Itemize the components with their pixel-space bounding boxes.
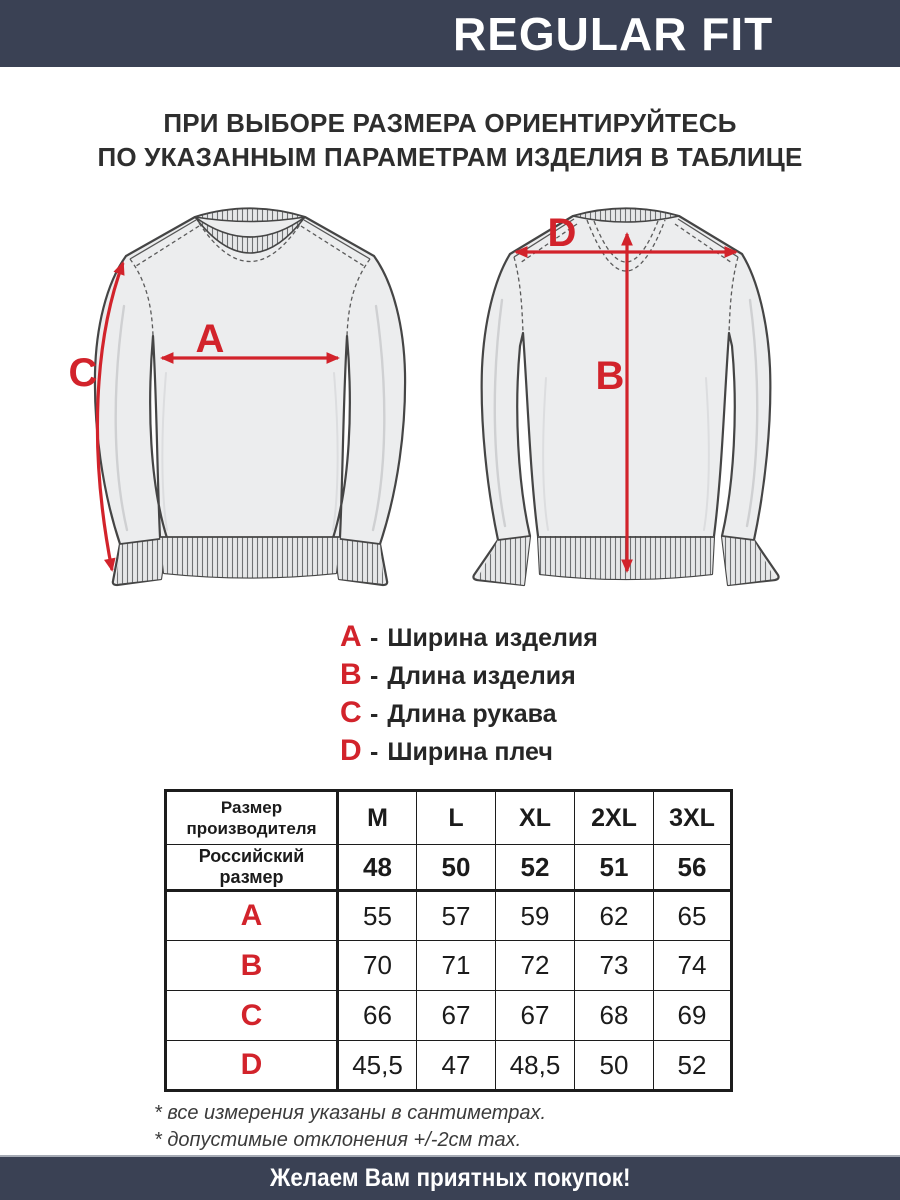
manufacturer-header-line2: производителя (186, 819, 317, 838)
footnote-units: * все измерения указаны в сантиметрах. (154, 1102, 547, 1124)
measure-value: 73 (575, 941, 654, 991)
footnote-tolerance: * допустимые отклонения +/-2см max. (154, 1129, 522, 1151)
front-collar-rib (195, 209, 305, 222)
measure-key-C: C (166, 991, 338, 1041)
label-B: B (595, 354, 625, 398)
russian-size-value: 52 (496, 845, 575, 891)
measurement-legend (340, 620, 598, 772)
measure-key-A: A (166, 891, 338, 941)
measure-value: 71 (417, 941, 496, 991)
russian-size-label: Российский размер (166, 845, 338, 891)
measure-value: 69 (654, 991, 732, 1041)
legend-key-A: A (340, 620, 362, 653)
legend-key-B: B (340, 658, 362, 691)
legend-item-D (340, 734, 598, 767)
legend-key-D: D (340, 734, 362, 767)
measure-value: 59 (496, 891, 575, 941)
footer-bar (0, 1155, 900, 1200)
measure-value: 48,5 (496, 1041, 575, 1091)
fit-type-title: REGULAR FIT (453, 7, 774, 60)
intro-line-2: ПО УКАЗАННЫМ ПАРАМЕТРАМ ИЗДЕЛИЯ В ТАБЛИЦЕ (97, 142, 803, 172)
legend-separator: - (370, 624, 379, 652)
measure-value: 57 (417, 891, 496, 941)
footer-message: Желаем Вам приятных покупок! (269, 1164, 631, 1192)
measure-value: 68 (575, 991, 654, 1041)
sweatshirt-back-diagram (458, 188, 858, 608)
front-hem-rib (160, 537, 340, 578)
measure-value: 70 (338, 941, 417, 991)
size-col-2XL: 2XL (575, 791, 654, 845)
table-row-C (166, 991, 732, 1041)
measure-value: 66 (338, 991, 417, 1041)
label-D: D (547, 211, 577, 255)
legend-label-A: Ширина изделия (387, 624, 598, 652)
russian-size-value: 48 (338, 845, 417, 891)
russian-size-value: 51 (575, 845, 654, 891)
measure-value: 67 (417, 991, 496, 1041)
measure-value: 65 (654, 891, 732, 941)
measure-value: 47 (417, 1041, 496, 1091)
legend-separator: - (370, 662, 379, 690)
legend-label-B: Длина изделия (387, 662, 576, 690)
front-garment-outline (95, 209, 405, 586)
legend-separator: - (370, 700, 379, 728)
front-left-cuff-rib (116, 538, 167, 584)
sweatshirt-front-diagram (50, 188, 450, 608)
legend-key-C: C (340, 696, 362, 729)
size-col-XL: XL (496, 791, 575, 845)
measure-value: 72 (496, 941, 575, 991)
legend-label-D: Ширина плеч (387, 738, 553, 766)
size-col-M: M (338, 791, 417, 845)
measure-value: 45,5 (338, 1041, 417, 1091)
intro-heading (0, 106, 900, 174)
legend-item-C (340, 696, 598, 729)
size-col-3XL: 3XL (654, 791, 732, 845)
measure-value: 67 (496, 991, 575, 1041)
measure-value: 55 (338, 891, 417, 941)
size-table (164, 789, 733, 1092)
table-row-B (166, 941, 732, 991)
header-bar (0, 0, 900, 67)
legend-item-A (340, 620, 598, 653)
measure-value: 50 (575, 1041, 654, 1091)
legend-item-B (340, 658, 598, 691)
size-col-L: L (417, 791, 496, 845)
label-A: A (195, 317, 225, 361)
russian-size-value: 56 (654, 845, 732, 891)
legend-separator: - (370, 738, 379, 766)
measure-value: 74 (654, 941, 732, 991)
table-row-russian-size (166, 845, 732, 891)
label-C: C (68, 351, 98, 395)
manufacturer-size-header (166, 791, 338, 845)
manufacturer-header-line1: Размер (220, 798, 283, 817)
table-row-A (166, 891, 732, 941)
footnotes (154, 1100, 546, 1154)
measure-key-D: D (166, 1041, 338, 1091)
measure-value: 62 (575, 891, 654, 941)
legend-label-C: Длина рукава (387, 700, 557, 728)
intro-line-1: ПРИ ВЫБОРЕ РАЗМЕРА ОРИЕНТИРУЙТЕСЬ (163, 108, 737, 138)
table-row-sizes (166, 791, 732, 845)
measure-value: 52 (654, 1041, 732, 1091)
front-right-cuff-rib (333, 538, 384, 584)
measure-key-B: B (166, 941, 338, 991)
russian-size-value: 50 (417, 845, 496, 891)
table-row-D (166, 1041, 732, 1091)
